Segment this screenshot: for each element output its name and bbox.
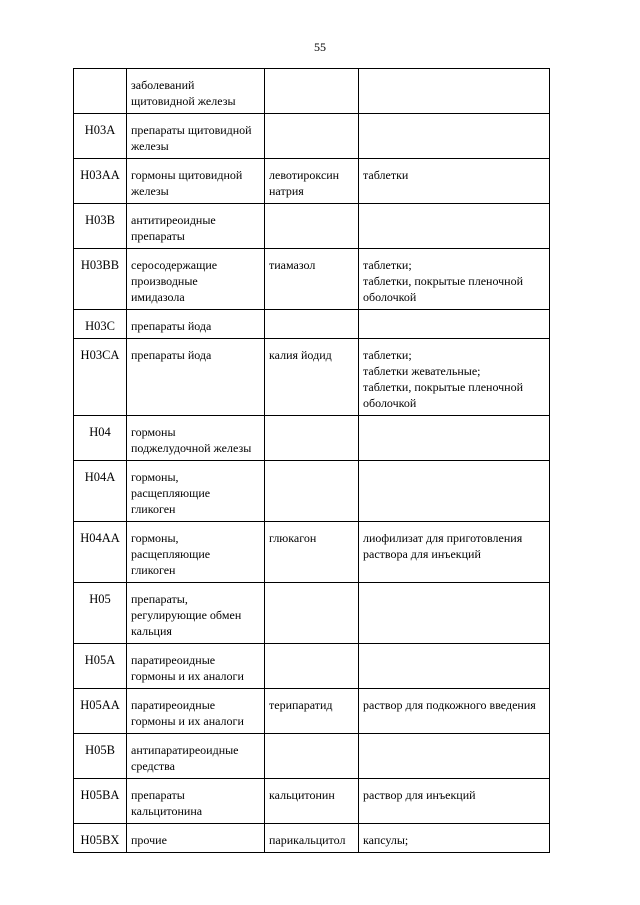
group-cell — [127, 339, 265, 416]
form-cell — [359, 522, 550, 583]
cell-text-line: паратиреоидные — [131, 653, 216, 667]
cell-text-line: таблетки, покрытые пленочной — [363, 380, 524, 394]
group-cell — [127, 779, 265, 824]
group-cell — [127, 461, 265, 522]
atc-code-cell: H05AA — [74, 689, 127, 734]
cell-text-line: таблетки; — [363, 258, 412, 272]
drug-cell — [265, 734, 359, 779]
cell-text-line: капсулы; — [363, 833, 409, 847]
drug-cell — [265, 824, 359, 853]
cell-text-line: гормоны щитовидной — [131, 168, 243, 182]
table-row — [74, 689, 550, 734]
cell-text-line: расщепляющие — [131, 547, 211, 561]
cell-text-line: таблетки — [363, 168, 409, 182]
atc-code-cell: H05BA — [74, 779, 127, 824]
drug-cell — [265, 204, 359, 249]
drug-cell — [265, 461, 359, 522]
cell-text-line: гормоны и их аналоги — [131, 669, 244, 683]
cell-text-line: таблетки жевательные; — [363, 364, 481, 378]
atc-code-cell: H04AA — [74, 522, 127, 583]
table-row — [74, 204, 550, 249]
cell-text-line: терипаратид — [269, 698, 333, 712]
cell-text-line: средства — [131, 759, 176, 773]
table-row — [74, 734, 550, 779]
cell-text-line: заболеваний — [131, 78, 195, 92]
atc-code-cell: H03AA — [74, 159, 127, 204]
atc-code-cell: H05 — [74, 583, 127, 644]
cell-text-line: железы — [131, 139, 169, 153]
drug-cell — [265, 339, 359, 416]
group-cell — [127, 416, 265, 461]
cell-text-line: гликоген — [131, 502, 176, 516]
form-cell — [359, 310, 550, 339]
cell-text-line: препараты йода — [131, 319, 212, 333]
cell-text-line: кальцитонина — [131, 804, 203, 818]
cell-text-line: препараты йода — [131, 348, 212, 362]
drug-cell — [265, 69, 359, 114]
atc-code-cell: H03A — [74, 114, 127, 159]
atc-code-cell: H05B — [74, 734, 127, 779]
group-cell — [127, 644, 265, 689]
atc-code-cell: H03CA — [74, 339, 127, 416]
form-cell — [359, 114, 550, 159]
cell-text-line: регулирующие обмен — [131, 608, 242, 622]
group-cell — [127, 824, 265, 853]
atc-code-cell: H03B — [74, 204, 127, 249]
table-row — [74, 416, 550, 461]
form-cell — [359, 779, 550, 824]
cell-text-line: оболочкой — [363, 396, 417, 410]
group-cell — [127, 734, 265, 779]
form-cell — [359, 339, 550, 416]
cell-text-line: оболочкой — [363, 290, 417, 304]
form-cell — [359, 159, 550, 204]
cell-text-line: глюкагон — [269, 531, 317, 545]
drug-table — [73, 68, 550, 853]
cell-text-line: раствора для инъекций — [363, 547, 481, 561]
drug-cell — [265, 644, 359, 689]
group-cell — [127, 69, 265, 114]
atc-code-cell: H04A — [74, 461, 127, 522]
atc-code-cell — [74, 69, 127, 114]
drug-cell — [265, 522, 359, 583]
form-cell — [359, 824, 550, 853]
cell-text-line: гормоны и их аналоги — [131, 714, 244, 728]
table-row — [74, 69, 550, 114]
cell-text-line: раствор для инъекций — [363, 788, 476, 802]
form-cell — [359, 734, 550, 779]
cell-text-line: лиофилизат для приготовления — [363, 531, 523, 545]
atc-code-cell: H05BX — [74, 824, 127, 853]
table-row — [74, 310, 550, 339]
form-cell — [359, 249, 550, 310]
group-cell — [127, 689, 265, 734]
table-row — [74, 583, 550, 644]
cell-text-line: таблетки, покрытые пленочной — [363, 274, 524, 288]
drug-cell — [265, 310, 359, 339]
page-number: 55 — [314, 40, 326, 54]
cell-text-line: расщепляющие — [131, 486, 211, 500]
form-cell — [359, 204, 550, 249]
cell-text-line: производные — [131, 274, 198, 288]
drug-cell — [265, 159, 359, 204]
table-row — [74, 461, 550, 522]
form-cell — [359, 69, 550, 114]
cell-text-line: поджелудочной железы — [131, 441, 252, 455]
drug-cell — [265, 583, 359, 644]
table-row — [74, 114, 550, 159]
drug-cell — [265, 114, 359, 159]
cell-text-line: щитовидной железы — [131, 94, 236, 108]
form-cell — [359, 689, 550, 734]
table-row — [74, 824, 550, 853]
table-row — [74, 644, 550, 689]
table-body — [74, 69, 550, 853]
group-cell — [127, 522, 265, 583]
form-cell — [359, 583, 550, 644]
table-row — [74, 522, 550, 583]
cell-text-line: имидазола — [131, 290, 185, 304]
group-cell — [127, 583, 265, 644]
cell-text-line: калия йодид — [269, 348, 332, 362]
atc-code-cell: H03C — [74, 310, 127, 339]
cell-text-line: кальцитонин — [269, 788, 335, 802]
cell-text-line: гормоны, — [131, 531, 179, 545]
group-cell — [127, 159, 265, 204]
group-cell — [127, 114, 265, 159]
table-row — [74, 159, 550, 204]
cell-text-line: препараты щитовидной — [131, 123, 252, 137]
cell-text-line: гормоны, — [131, 470, 179, 484]
form-cell — [359, 416, 550, 461]
cell-text-line: препараты — [131, 788, 185, 802]
cell-text-line: железы — [131, 184, 169, 198]
drug-cell — [265, 689, 359, 734]
drug-cell — [265, 249, 359, 310]
cell-text-line: антитиреоидные — [131, 213, 216, 227]
cell-text-line: серосодержащие — [131, 258, 218, 272]
atc-code-cell: H04 — [74, 416, 127, 461]
group-cell — [127, 310, 265, 339]
cell-text-line: раствор для подкожного введения — [363, 698, 536, 712]
table-row — [74, 249, 550, 310]
cell-text-line: тиамазол — [269, 258, 316, 272]
table-row — [74, 779, 550, 824]
cell-text-line: паратиреоидные — [131, 698, 216, 712]
cell-text-line: антипаратиреоидные — [131, 743, 239, 757]
cell-text-line: левотироксин — [269, 168, 340, 182]
cell-text-line: парикальцитол — [269, 833, 346, 847]
cell-text-line: прочие — [131, 833, 167, 847]
atc-code-cell: H03BB — [74, 249, 127, 310]
cell-text-line: кальция — [131, 624, 172, 638]
table-row — [74, 339, 550, 416]
form-cell — [359, 461, 550, 522]
cell-text-line: таблетки; — [363, 348, 412, 362]
cell-text-line: препараты, — [131, 592, 188, 606]
cell-text-line: гормоны — [131, 425, 176, 439]
atc-code-cell: H05A — [74, 644, 127, 689]
cell-text-line: натрия — [269, 184, 304, 198]
group-cell — [127, 204, 265, 249]
form-cell — [359, 644, 550, 689]
group-cell — [127, 249, 265, 310]
cell-text-line: препараты — [131, 229, 185, 243]
cell-text-line: гликоген — [131, 563, 176, 577]
drug-cell — [265, 416, 359, 461]
drug-cell — [265, 779, 359, 824]
